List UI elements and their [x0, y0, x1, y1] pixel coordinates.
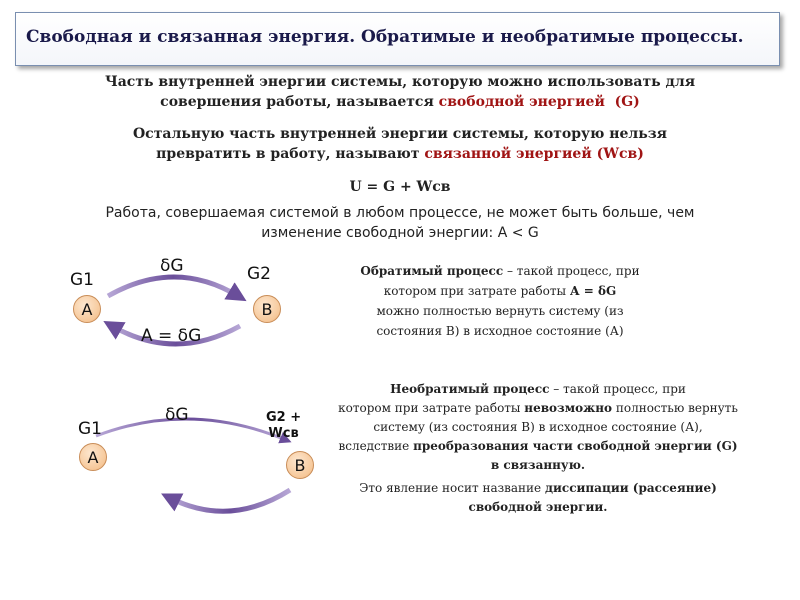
- reversible-line1: [340, 261, 660, 281]
- bound-energy-line2-pre: превратить в работу, называют: [156, 146, 425, 162]
- free-energy-line1: Часть внутренней энергии системы, которую можно использовать для: [104, 74, 696, 90]
- irreversible-term: Необратимый процесс: [390, 382, 550, 396]
- work-statement-line1: Работа, совершаемая системой в любом процессе, не может быть больше, чем: [105, 205, 695, 221]
- work-statement-line2: изменение свободной энергии: A < G: [261, 225, 539, 241]
- irreversible-g2-line2: Wсв: [268, 426, 299, 441]
- irreversible-conversion: преобразования части свободной энергии (G): [413, 439, 738, 453]
- slide-title: Свободная и связанная энергия. Обратимые и необратимые процессы.: [26, 27, 744, 47]
- irreversible-line4: [318, 437, 758, 456]
- free-energy-symbol: (G): [614, 94, 640, 110]
- reversible-line2-pre: котором при затрате работы: [383, 284, 570, 298]
- irreversible-g2-label: [266, 410, 301, 442]
- irreversible-forward-arrow: [96, 419, 286, 440]
- irreversible-line7-text: свободной энергии.: [468, 500, 608, 514]
- reversible-term: Обратимый процесс: [360, 264, 504, 278]
- dissipation-term: диссипации (рассеяние): [544, 481, 717, 495]
- energy-equation: U = G + Wсв: [349, 179, 451, 195]
- irreversible-line5-text: в связанную.: [490, 458, 586, 472]
- reversible-bottom-label: A = δG: [141, 326, 202, 346]
- irreversible-definition: [318, 380, 758, 517]
- irreversible-line2: [318, 399, 758, 418]
- irreversible-line6-pre: Это явление носит название: [359, 481, 545, 495]
- irreversible-state-a: A: [79, 443, 107, 471]
- irreversible-impossible: невозможно: [524, 401, 613, 415]
- reversible-line4: состояния В) в исходное состояние (А): [376, 324, 624, 338]
- irreversible-line7: [318, 498, 758, 517]
- irreversible-g2-line1: G2 +: [266, 410, 302, 425]
- irreversible-line2-post: полностью вернуть: [612, 401, 738, 415]
- irreversible-line1: [318, 380, 758, 399]
- irreversible-line1-rest: – такой процесс, при: [549, 382, 686, 396]
- irreversible-line4-pre: вследствие: [338, 439, 414, 453]
- reversible-work-formula: А = δG: [569, 284, 617, 298]
- reversible-g2-label: G2: [247, 264, 271, 284]
- irreversible-g1-label: G1: [78, 419, 102, 439]
- bound-energy-term: связанной энергией (Wсв): [424, 146, 644, 162]
- reversible-definition: [340, 261, 660, 341]
- reversible-line2: [340, 281, 660, 301]
- reversible-g1-label: G1: [70, 270, 94, 290]
- irreversible-line6: [318, 479, 758, 498]
- irreversible-line3: систему (из состояния В) в исходное состояние (А),: [373, 420, 703, 434]
- reversible-line1-rest: – такой процесс, при: [503, 264, 640, 278]
- reversible-state-b: B: [253, 295, 281, 323]
- irreversible-backward-arrow: [170, 490, 290, 511]
- free-energy-line2-pre: совершения работы, называется: [160, 94, 439, 110]
- reversible-top-label: δG: [160, 256, 184, 276]
- irreversible-line5: [318, 456, 758, 475]
- irreversible-top-label: δG: [165, 405, 189, 425]
- reversible-state-a: A: [73, 295, 101, 323]
- reversible-line3: можно полностью вернуть систему (из: [376, 304, 624, 318]
- bound-energy-line1: Остальную часть внутренней энергии системы, которую нельзя: [132, 126, 668, 142]
- irreversible-line2-pre: котором при затрате работы: [338, 401, 525, 415]
- irreversible-state-b: B: [286, 451, 314, 479]
- reversible-forward-arrow: [108, 277, 238, 296]
- free-energy-term: свободной энергией: [438, 94, 605, 110]
